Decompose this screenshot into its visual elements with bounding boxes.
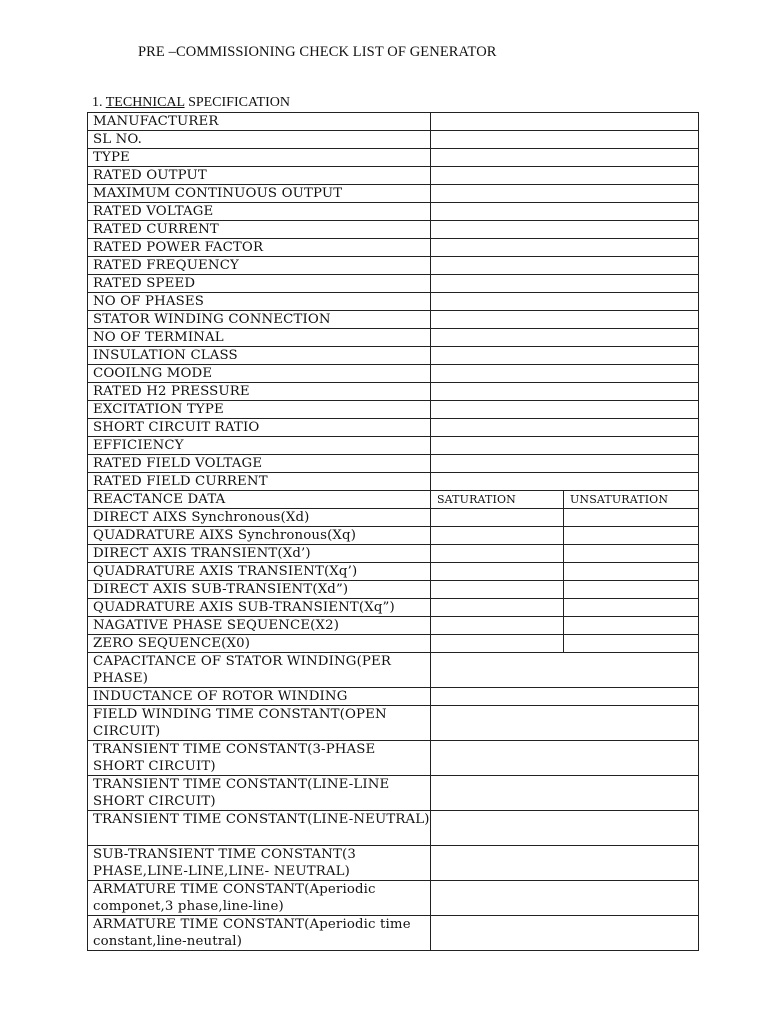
parameter-label: TRANSIENT TIME CONSTANT(3-PHASE SHORT CIRCUIT) — [88, 741, 431, 776]
value-cell[interactable] — [431, 257, 699, 275]
parameter-label: TRANSIENT TIME CONSTANT(LINE-NEUTRAL) — [88, 811, 431, 846]
value-cell[interactable] — [431, 916, 699, 951]
table-row — [88, 881, 699, 916]
parameter-label: STATOR WINDING CONNECTION — [88, 311, 431, 329]
table-row — [88, 167, 699, 185]
parameter-label: MANUFACTURER — [88, 113, 431, 131]
saturation-value-cell[interactable] — [431, 545, 564, 563]
reactance-row — [88, 545, 699, 563]
table-row — [88, 113, 699, 131]
saturation-value-cell[interactable] — [431, 509, 564, 527]
value-cell[interactable] — [431, 347, 699, 365]
value-cell[interactable] — [431, 706, 699, 741]
value-cell[interactable] — [431, 653, 699, 688]
parameter-label: COOILNG MODE — [88, 365, 431, 383]
value-cell[interactable] — [431, 401, 699, 419]
parameter-label: SUB-TRANSIENT TIME CONSTANT(3 PHASE,LINE-LINE,LINE- NEUTRAL) — [88, 846, 431, 881]
value-cell[interactable] — [431, 275, 699, 293]
parameter-label: EXCITATION TYPE — [88, 401, 431, 419]
document-title: PRE –COMMISSIONING CHECK LIST OF GENERATOR — [138, 44, 497, 60]
value-cell[interactable] — [431, 329, 699, 347]
reactance-header-row — [88, 491, 699, 509]
table-row — [88, 149, 699, 167]
table-row — [88, 455, 699, 473]
table-row — [88, 706, 699, 741]
value-cell[interactable] — [431, 455, 699, 473]
value-cell[interactable] — [431, 131, 699, 149]
section-number: 1. — [92, 95, 103, 110]
parameter-label: RATED SPEED — [88, 275, 431, 293]
value-cell[interactable] — [431, 167, 699, 185]
reactance-parameter: DIRECT AXIS SUB-TRANSIENT(Xd”) — [88, 581, 431, 599]
table-row — [88, 257, 699, 275]
value-cell[interactable] — [431, 293, 699, 311]
parameter-label: ARMATURE TIME CONSTANT(Aperiodic time constant,line-neutral) — [88, 916, 431, 951]
reactance-parameter: DIRECT AIXS Synchronous(Xd) — [88, 509, 431, 527]
saturation-value-cell[interactable] — [431, 635, 564, 653]
table-row — [88, 473, 699, 491]
reactance-row — [88, 563, 699, 581]
value-cell[interactable] — [431, 741, 699, 776]
unsaturation-header: UNSATURATION — [564, 491, 699, 509]
reactance-row — [88, 599, 699, 617]
table-row — [88, 383, 699, 401]
reactance-row — [88, 527, 699, 545]
value-cell[interactable] — [431, 437, 699, 455]
saturation-value-cell[interactable] — [431, 617, 564, 635]
saturation-header: SATURATION — [431, 491, 564, 509]
reactance-parameter: DIRECT AXIS TRANSIENT(Xd’) — [88, 545, 431, 563]
value-cell[interactable] — [431, 239, 699, 257]
value-cell[interactable] — [431, 688, 699, 706]
table-row — [88, 811, 699, 846]
unsaturation-value-cell[interactable] — [564, 545, 699, 563]
saturation-value-cell[interactable] — [431, 581, 564, 599]
value-cell[interactable] — [431, 383, 699, 401]
table-row — [88, 741, 699, 776]
unsaturation-value-cell[interactable] — [564, 563, 699, 581]
value-cell[interactable] — [431, 846, 699, 881]
parameter-label: RATED FIELD VOLTAGE — [88, 455, 431, 473]
value-cell[interactable] — [431, 881, 699, 916]
value-cell[interactable] — [431, 185, 699, 203]
value-cell[interactable] — [431, 776, 699, 811]
table-row — [88, 437, 699, 455]
value-cell[interactable] — [431, 365, 699, 383]
parameter-label: RATED OUTPUT — [88, 167, 431, 185]
parameter-label: MAXIMUM CONTINUOUS OUTPUT — [88, 185, 431, 203]
table-row — [88, 347, 699, 365]
parameter-label: RATED H2 PRESSURE — [88, 383, 431, 401]
table-row — [88, 329, 699, 347]
parameter-label: NO OF PHASES — [88, 293, 431, 311]
value-cell[interactable] — [431, 203, 699, 221]
table-row — [88, 688, 699, 706]
parameter-label: NO OF TERMINAL — [88, 329, 431, 347]
reactance-parameter: QUADRATURE AXIS TRANSIENT(Xq’) — [88, 563, 431, 581]
parameter-label: RATED CURRENT — [88, 221, 431, 239]
saturation-value-cell[interactable] — [431, 563, 564, 581]
reactance-parameter: ZERO SEQUENCE(X0) — [88, 635, 431, 653]
table-row — [88, 365, 699, 383]
table-row — [88, 203, 699, 221]
parameter-label: FIELD WINDING TIME CONSTANT(OPEN CIRCUIT) — [88, 706, 431, 741]
reactance-parameter: QUADRATURE AXIS SUB-TRANSIENT(Xq”) — [88, 599, 431, 617]
unsaturation-value-cell[interactable] — [564, 635, 699, 653]
parameter-label: TYPE — [88, 149, 431, 167]
reactance-row — [88, 617, 699, 635]
value-cell[interactable] — [431, 419, 699, 437]
parameter-label: RATED VOLTAGE — [88, 203, 431, 221]
parameter-label: CAPACITANCE OF STATOR WINDING(PER PHASE) — [88, 653, 431, 688]
unsaturation-value-cell[interactable] — [564, 599, 699, 617]
table-row — [88, 311, 699, 329]
parameter-label: SL NO. — [88, 131, 431, 149]
reactance-row — [88, 635, 699, 653]
table-row — [88, 239, 699, 257]
reactance-parameter: NAGATIVE PHASE SEQUENCE(X2) — [88, 617, 431, 635]
section-label-rest: SPECIFICATION — [188, 95, 290, 110]
table-row — [88, 653, 699, 688]
parameter-label: ARMATURE TIME CONSTANT(Aperiodic componet,3 phase,line-line) — [88, 881, 431, 916]
unsaturation-value-cell[interactable] — [564, 617, 699, 635]
specification-table — [87, 112, 699, 951]
unsaturation-value-cell[interactable] — [564, 509, 699, 527]
reactance-row — [88, 581, 699, 599]
value-cell[interactable] — [431, 113, 699, 131]
saturation-value-cell[interactable] — [431, 599, 564, 617]
table-row — [88, 185, 699, 203]
unsaturation-value-cell[interactable] — [564, 527, 699, 545]
value-cell[interactable] — [431, 473, 699, 491]
reactance-label: REACTANCE DATA — [88, 491, 431, 509]
parameter-label: TRANSIENT TIME CONSTANT(LINE-LINE SHORT CIRCUIT) — [88, 776, 431, 811]
value-cell[interactable] — [431, 149, 699, 167]
parameter-label: SHORT CIRCUIT RATIO — [88, 419, 431, 437]
value-cell[interactable] — [431, 811, 699, 846]
section-label-underlined: TECHNICAL — [105, 95, 185, 110]
table-row — [88, 131, 699, 149]
reactance-row — [88, 509, 699, 527]
table-row — [88, 293, 699, 311]
parameter-label: RATED FREQUENCY — [88, 257, 431, 275]
table-row — [88, 846, 699, 881]
parameter-label: RATED FIELD CURRENT — [88, 473, 431, 491]
table-row — [88, 401, 699, 419]
saturation-value-cell[interactable] — [431, 527, 564, 545]
table-row — [88, 776, 699, 811]
parameter-label: EFFICIENCY — [88, 437, 431, 455]
value-cell[interactable] — [431, 221, 699, 239]
unsaturation-value-cell[interactable] — [564, 581, 699, 599]
table-row — [88, 916, 699, 951]
value-cell[interactable] — [431, 311, 699, 329]
parameter-label: RATED POWER FACTOR — [88, 239, 431, 257]
parameter-label: INDUCTANCE OF ROTOR WINDING — [88, 688, 431, 706]
table-row — [88, 221, 699, 239]
reactance-parameter: QUADRATURE AIXS Synchronous(Xq) — [88, 527, 431, 545]
table-row — [88, 275, 699, 293]
parameter-label: INSULATION CLASS — [88, 347, 431, 365]
table-row — [88, 419, 699, 437]
section-heading — [92, 95, 290, 111]
